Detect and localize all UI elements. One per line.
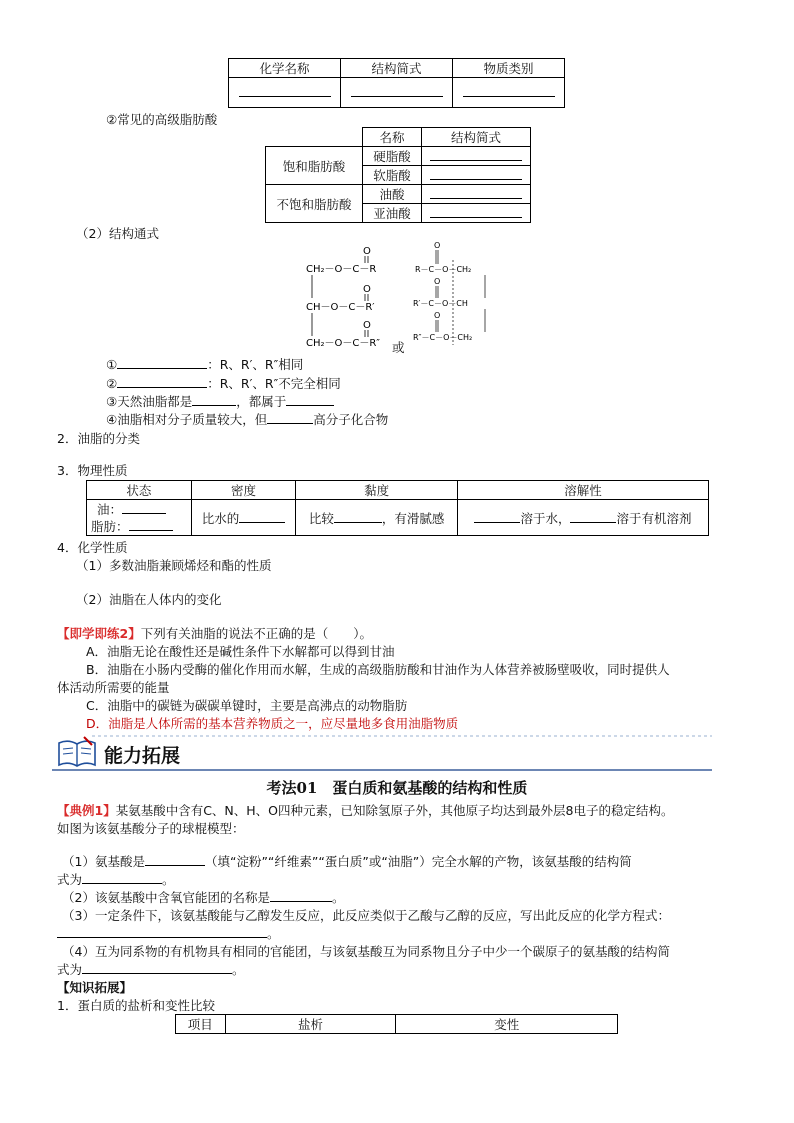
pp-header-solubility: 溶解性	[457, 481, 708, 500]
blank-name[interactable]	[239, 96, 331, 97]
table-salting-denaturation	[175, 1014, 618, 1034]
svg-text:O: O	[363, 246, 371, 257]
fa-item-palmitic: 软脂酸	[363, 166, 422, 185]
fa-item-oleic: 油酸	[363, 185, 422, 204]
structure-line-4: ④油脂相对分子质量较大，但 高分子化合物	[106, 412, 389, 427]
cmp-header-denaturation: 变性	[396, 1015, 618, 1034]
blank-natural-oil[interactable]	[192, 405, 236, 406]
blank-q1-formula[interactable]	[82, 883, 162, 884]
exercise-option-a: A．油脂无论在酸性还是碱性条件下水解都可以得到甘油	[86, 644, 395, 659]
fa-group-saturated: 饱和脂肪酸	[266, 147, 363, 185]
blank-fat-state[interactable]	[129, 530, 173, 531]
blank-organic-solubility[interactable]	[570, 522, 616, 523]
state-fat-label: 脂肪：	[91, 518, 129, 534]
col-header-name: 化学名称	[229, 59, 341, 78]
blank-q3-equation[interactable]	[57, 937, 267, 938]
physical-heading: 3．物理性质	[57, 463, 128, 478]
formula-or: 或	[392, 340, 405, 355]
fa-item-stearic: 硬脂酸	[363, 147, 422, 166]
question-1-line-2: 式为 。	[57, 872, 175, 887]
svg-text:CH₂－O－C－R: CH₂－O－C－R	[306, 264, 377, 275]
col-header-structure: 结构简式	[341, 59, 453, 78]
col-header-category: 物质类别	[453, 59, 565, 78]
svg-text:O: O	[363, 320, 371, 331]
blank-category[interactable]	[463, 96, 555, 97]
cmp-header-item: 项目	[176, 1015, 226, 1034]
svg-text:CH₂－O－C－R″: CH₂－O－C－R″	[306, 338, 381, 349]
blank-q2-group[interactable]	[270, 901, 332, 902]
question-1-line-1: （1）氨基酸是 （填“淀粉”“纤维素”“蛋白质”或“油脂”）完全水解的产物，该氨基酸的结构简	[62, 854, 632, 869]
structure-line-3: ③天然油脂都是 ，都属于	[106, 392, 334, 410]
example-line-2: 如图为该氨基酸分子的球棍模型：	[57, 821, 245, 836]
blank-mixed-glyceride[interactable]	[117, 387, 207, 388]
svg-text:R′－C－O－CH: R′－C－O－CH	[413, 299, 468, 308]
pp-header-density: 密度	[191, 481, 296, 500]
fa-item-linoleic: 亚油酸	[363, 204, 422, 223]
exercise-option-c: C．油脂中的碳链为碳碳单键时，主要是高沸点的动物脂肪	[86, 698, 408, 713]
book-icon	[56, 735, 98, 769]
extension-title: 能力拓展	[104, 745, 181, 767]
exercise-question: 【即学即练2】下列有关油脂的说法不正确的是（ ）。	[57, 626, 372, 641]
svg-text:R″－C－O－CH₂: R″－C－O－CH₂	[413, 333, 473, 342]
blank-stearic[interactable]	[430, 160, 522, 161]
triglyceride-formula-diagram	[300, 240, 520, 355]
exercise-option-d: D．油脂是人体所需的基本营养物质之一，应尽量地多食用油脂物质	[86, 716, 459, 731]
question-2: （2）该氨基酸中含氧官能团的名称是 。	[62, 890, 345, 905]
svg-text:O: O	[434, 277, 441, 286]
blank-oleic[interactable]	[430, 198, 522, 199]
chemical-item-1: （1）多数油脂兼顾烯烃和酯的性质	[76, 558, 272, 573]
blank-simple-glyceride[interactable]	[117, 368, 207, 369]
exercise-tag: 【即学即练2】	[57, 626, 141, 641]
solubility-water: 溶于水，	[520, 510, 571, 526]
question-3-answer: 。	[57, 924, 280, 942]
chemical-item-2: （2）油脂在人体内的变化	[76, 592, 222, 607]
blank-density[interactable]	[239, 522, 285, 523]
method-title: 考法01 蛋白质和氨基酸的结构和性质	[266, 779, 528, 797]
exercise-option-b-line1: B．油脂在小肠内受酶的催化作用而水解，生成的高级脂肪酸和甘油作为人体营养被肠壁吸收，同时提供人	[86, 662, 670, 677]
knowledge-item-1: 1．蛋白质的盐析和变性比较	[57, 998, 215, 1013]
blank-polymer[interactable]	[267, 423, 313, 424]
table-fatty-acids	[265, 127, 531, 223]
table-chemical-names	[228, 58, 565, 108]
question-3: （3）一定条件下，该氨基酸能与乙醇发生反应，此反应类似于乙酸与乙醇的反应，写出此反应的化学方程式：	[62, 908, 670, 923]
viscosity-post: ，有滑腻感	[381, 510, 445, 526]
example-tag: 【典例1】	[57, 803, 116, 818]
svg-text:O: O	[434, 311, 441, 320]
knowledge-tag: 【知识拓展】	[57, 980, 133, 995]
fa-header-structure: 结构简式	[422, 128, 531, 147]
blank-q4-formula[interactable]	[82, 973, 232, 974]
table-physical-properties	[86, 480, 709, 536]
svg-text:O: O	[363, 284, 371, 295]
blank-q1-type[interactable]	[145, 865, 205, 866]
pp-header-state: 状态	[87, 481, 192, 500]
fa-group-unsaturated: 不饱和脂肪酸	[266, 185, 363, 223]
fatty-acid-intro: ②常见的高级脂肪酸	[106, 112, 218, 127]
structure-line-1: ① ：R、R′、R″相同	[106, 357, 304, 372]
blank-oil-state[interactable]	[122, 513, 166, 514]
question-4-line-1: （4）互为同系物的有机物具有相同的官能团，与该氨基酸互为同系物且分子中少一个碳原子的氨基酸的结构简	[62, 944, 670, 959]
classification-heading: 2．油脂的分类	[57, 431, 140, 446]
svg-text:CH－O－C－R′: CH－O－C－R′	[306, 302, 375, 313]
viscosity-pre: 比较	[308, 510, 334, 526]
blank-viscosity[interactable]	[334, 522, 382, 523]
blank-palmitic[interactable]	[430, 179, 522, 180]
structure-line-2: ② ：R、R′、R″不完全相同	[106, 376, 341, 391]
blank-structure[interactable]	[351, 96, 443, 97]
question-4-line-2: 式为 。	[57, 962, 245, 977]
cmp-header-salting: 盐析	[225, 1015, 396, 1034]
chemical-heading: 4．化学性质	[57, 540, 128, 555]
example-line-1: 【典例1】某氨基酸中含有C、N、H、O四种元素，已知除氢原子外，其他原子均达到最外层8电子的稳定结构。	[57, 803, 674, 818]
state-oil-label: 油：	[97, 501, 123, 517]
density-label: 比水的	[201, 510, 240, 526]
structure-heading: （2）结构通式	[76, 226, 159, 241]
pp-header-viscosity: 黏度	[296, 481, 458, 500]
svg-text:O: O	[434, 241, 441, 250]
blank-belongs-to[interactable]	[286, 405, 334, 406]
solubility-organic: 溶于有机溶剂	[616, 510, 692, 526]
exercise-option-b-line2: 体活动所需要的能量	[57, 680, 170, 695]
blank-water-solubility[interactable]	[474, 522, 520, 523]
svg-text:R－C－O－CH₂: R－C－O－CH₂	[415, 265, 472, 274]
fa-header-name: 名称	[363, 128, 422, 147]
blank-linoleic[interactable]	[430, 217, 522, 218]
